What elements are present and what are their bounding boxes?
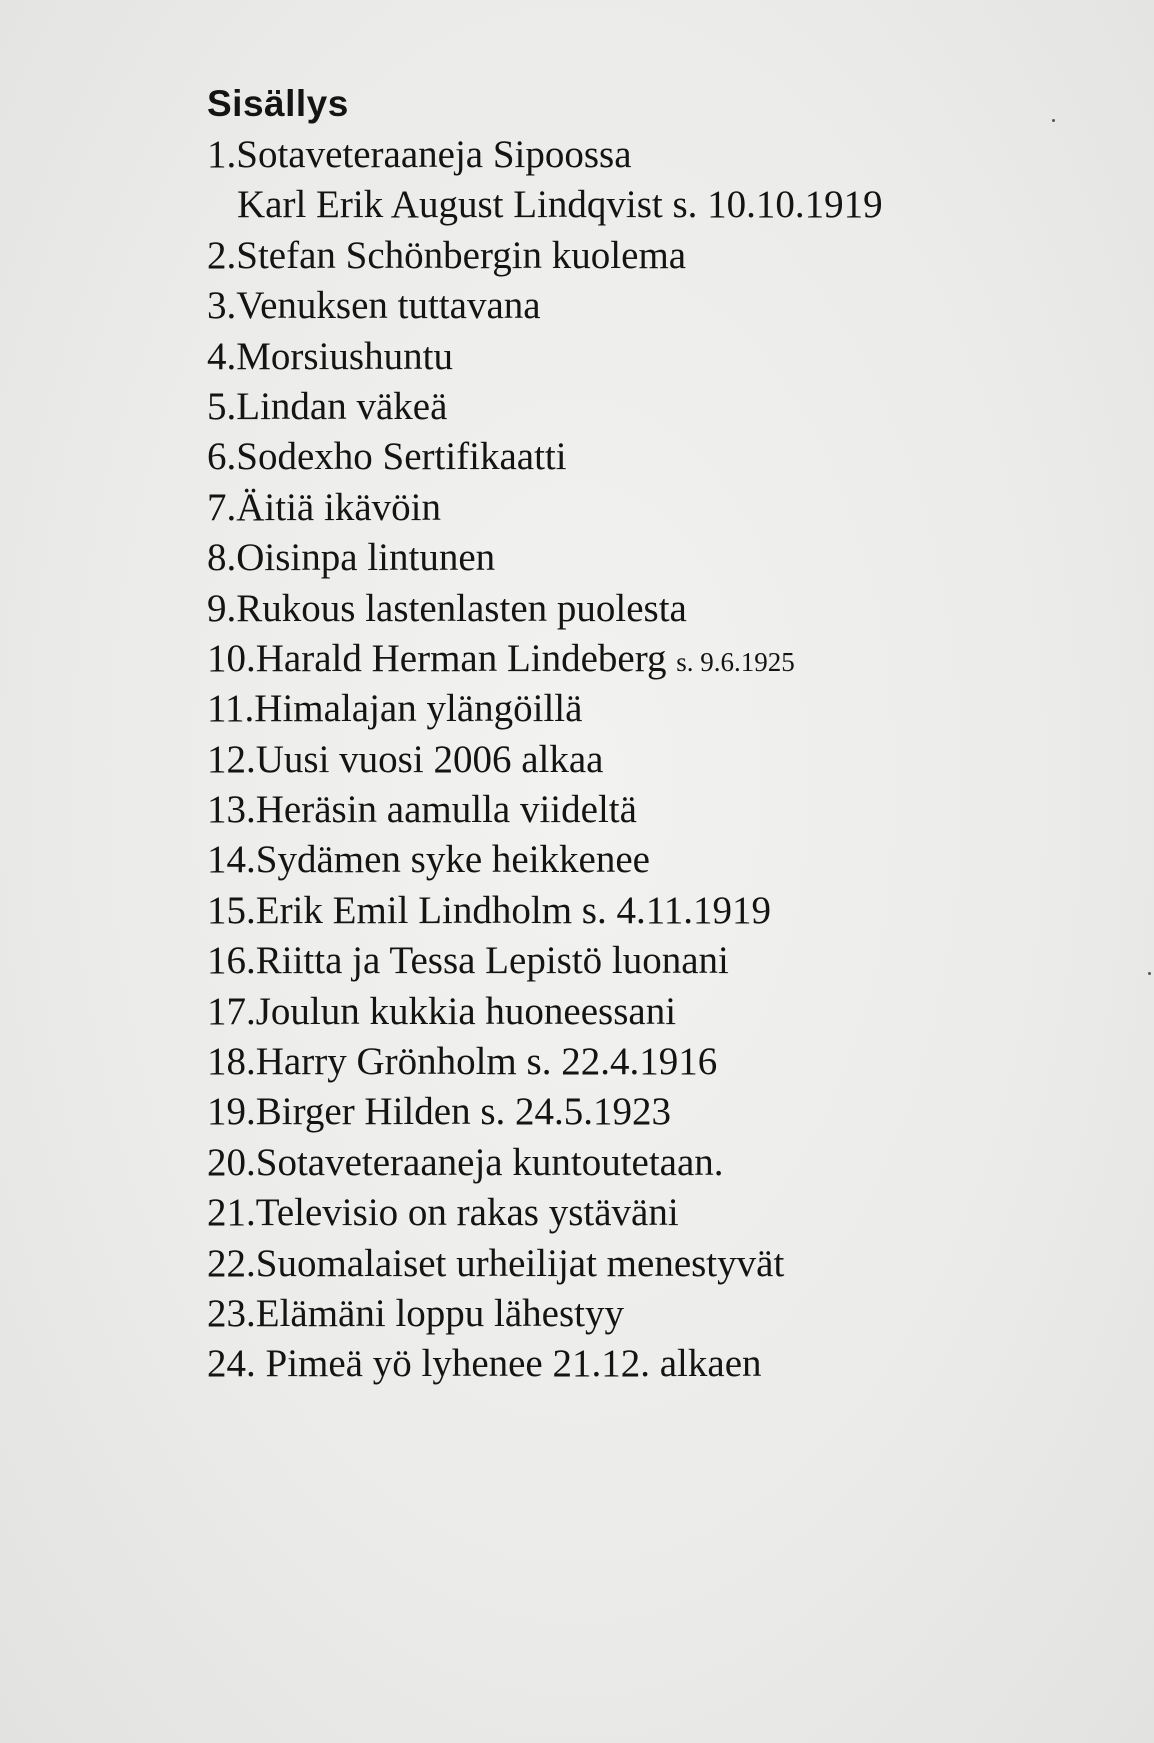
toc-entry: 11.Himalajan ylängöillä <box>207 687 583 731</box>
toc-entry: 5.Lindan väkeä <box>207 384 448 428</box>
toc-entry: 20.Sotaveteraaneja kuntoutetaan. <box>207 1140 724 1184</box>
paper-speck <box>1148 972 1151 975</box>
toc-entry: 4.Morsiushuntu <box>207 334 453 378</box>
toc-entry: 14.Sydämen syke heikkenee <box>207 838 650 882</box>
toc-entry: 22.Suomalaiset urheilijat menestyvät <box>207 1241 785 1285</box>
birth-date: s. 9.6.1925 <box>676 646 795 677</box>
paper-speck <box>1052 119 1055 122</box>
toc-entry: 2.Stefan Schönbergin kuolema <box>207 233 687 277</box>
toc-title: Sisällys <box>207 83 349 124</box>
toc-list <box>207 130 1087 1390</box>
toc-entry: 10.Harald Herman Lindeberg s. 9.6.1925 <box>207 636 795 680</box>
toc-entry: 12.Uusi vuosi 2006 alkaa <box>207 737 604 781</box>
toc-entry: 3.Venuksen tuttavana <box>207 284 541 328</box>
toc-entry: 23.Elämäni loppu lähestyy <box>207 1291 625 1335</box>
toc-entry: 1.Sotaveteraaneja Sipoossa <box>207 133 632 176</box>
toc-entry: 16.Riitta ja Tessa Lepistö luonani <box>207 939 729 983</box>
toc-entry: 21.Televisio on rakas ystäväni <box>207 1191 679 1235</box>
toc-entry-subline: Karl Erik August Lindqvist s. 10.10.1919 <box>237 183 883 227</box>
toc-entry: 7.Äitiä ikävöin <box>207 485 441 529</box>
table-of-contents <box>207 78 1087 1390</box>
toc-entry: 18.Harry Grönholm s. 22.4.1916 <box>207 1040 718 1084</box>
toc-entry: 9.Rukous lastenlasten puolesta <box>207 586 687 630</box>
toc-entry: 24. Pimeä yö lyhenee 21.12. alkaen <box>207 1342 762 1386</box>
toc-entry: 8.Oisinpa lintunen <box>207 536 496 580</box>
toc-entry: 19.Birger Hilden s. 24.5.1923 <box>207 1090 672 1134</box>
toc-entry: 13.Heräsin aamulla viideltä <box>207 788 637 832</box>
toc-entry: 17.Joulun kukkia huoneessani <box>207 989 677 1033</box>
toc-entry: 15.Erik Emil Lindholm s. 4.11.1919 <box>207 888 772 932</box>
toc-entry: 6.Sodexho Sertifikaatti <box>207 435 567 479</box>
